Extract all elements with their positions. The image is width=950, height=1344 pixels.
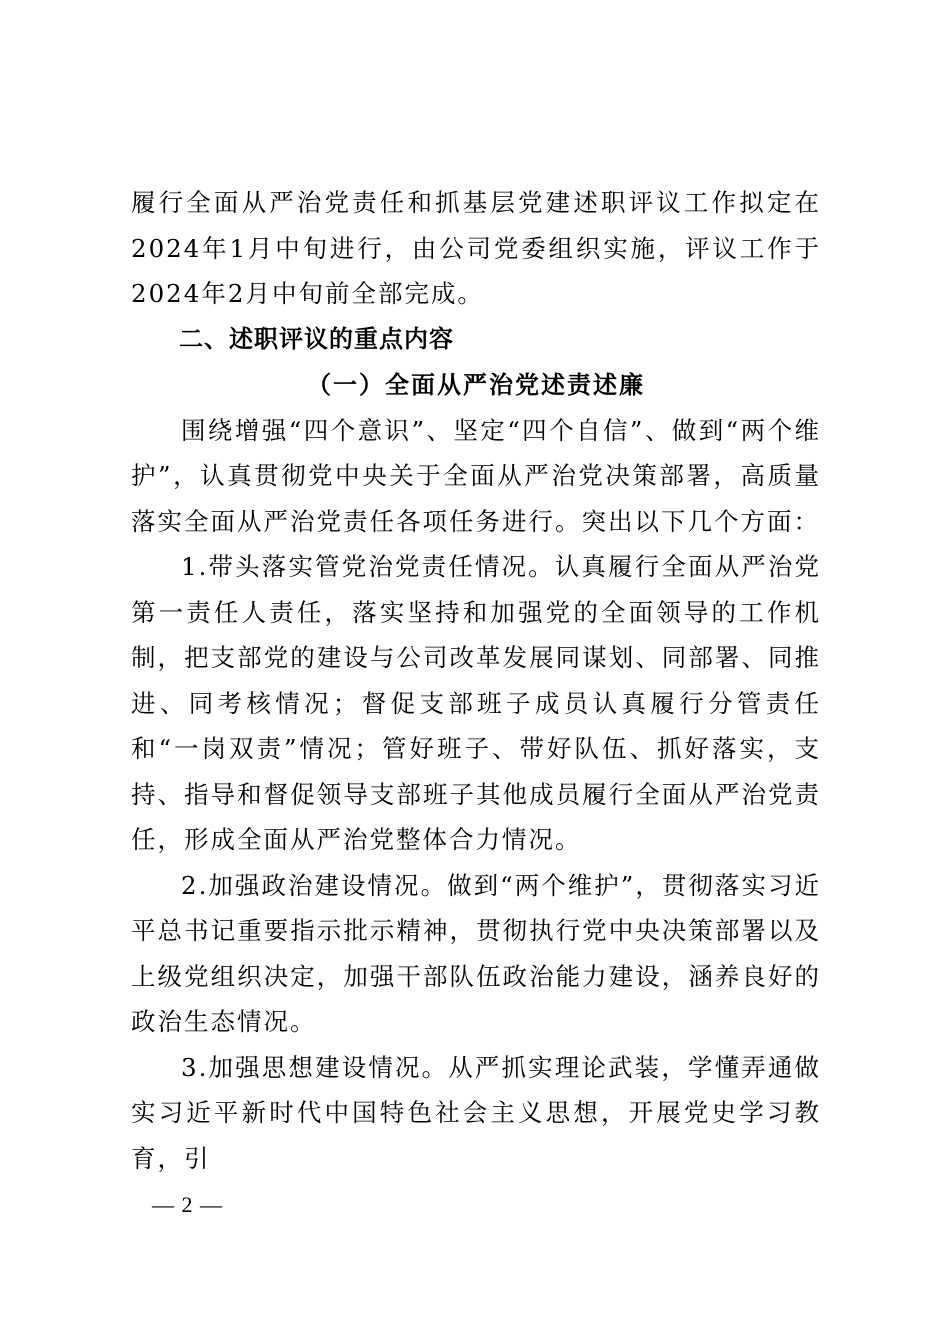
page-number: — 2 — bbox=[152, 1192, 223, 1217]
document-body bbox=[131, 180, 821, 1181]
paragraph-item-1: 1.带头落实管党治党责任情况。认真履行全面从严治党第一责任人责任，落实坚持和加强党的全面领导的工作机制，把支部党的建设与公司改革发展同谋划、同部署、同推进、同考核情况；督促支部班子成员认真履行分管责任和“一岗双责”情况；管好班子、带好队伍、抓好落实，支持、指导和督促领导支部班子其他成员履行全面从严治党责任，形成全面从严治党整体合力情况。 bbox=[131, 552, 821, 854]
subsection-heading: （一）全面从严治党述责述廉 bbox=[307, 370, 645, 399]
paragraph-intro: 围绕增强“四个意识”、坚定“四个自信”、做到“两个维护”，认真贯彻党中央关于全面从严治党决策部署，高质量落实全面从严治党责任各项任务进行。突出以下几个方面： bbox=[131, 415, 821, 536]
paragraph-item-2: 2.加强政治建设情况。做到“两个维护”，贯彻落实习近平总书记重要指示批示精神，贯彻执行党中央决策部署以及上级党组织决定，加强干部队伍政治能力建设，涵养良好的政治生态情况。 bbox=[131, 870, 821, 1036]
paragraph-schedule: 履行全面从严治党责任和抓基层党建述职评议工作拟定在2024年1月中旬进行，由公司党委组织实施，评议工作于2024年2月中旬前全部完成。 bbox=[131, 188, 821, 308]
paragraph-item-3: 3.加强思想建设情况。从严抓实理论武装，学懂弄通做实习近平新时代中国特色社会主义思想，开展党史学习教育，引 bbox=[131, 1052, 821, 1173]
section-heading: 二、述职评议的重点内容 bbox=[179, 324, 454, 353]
